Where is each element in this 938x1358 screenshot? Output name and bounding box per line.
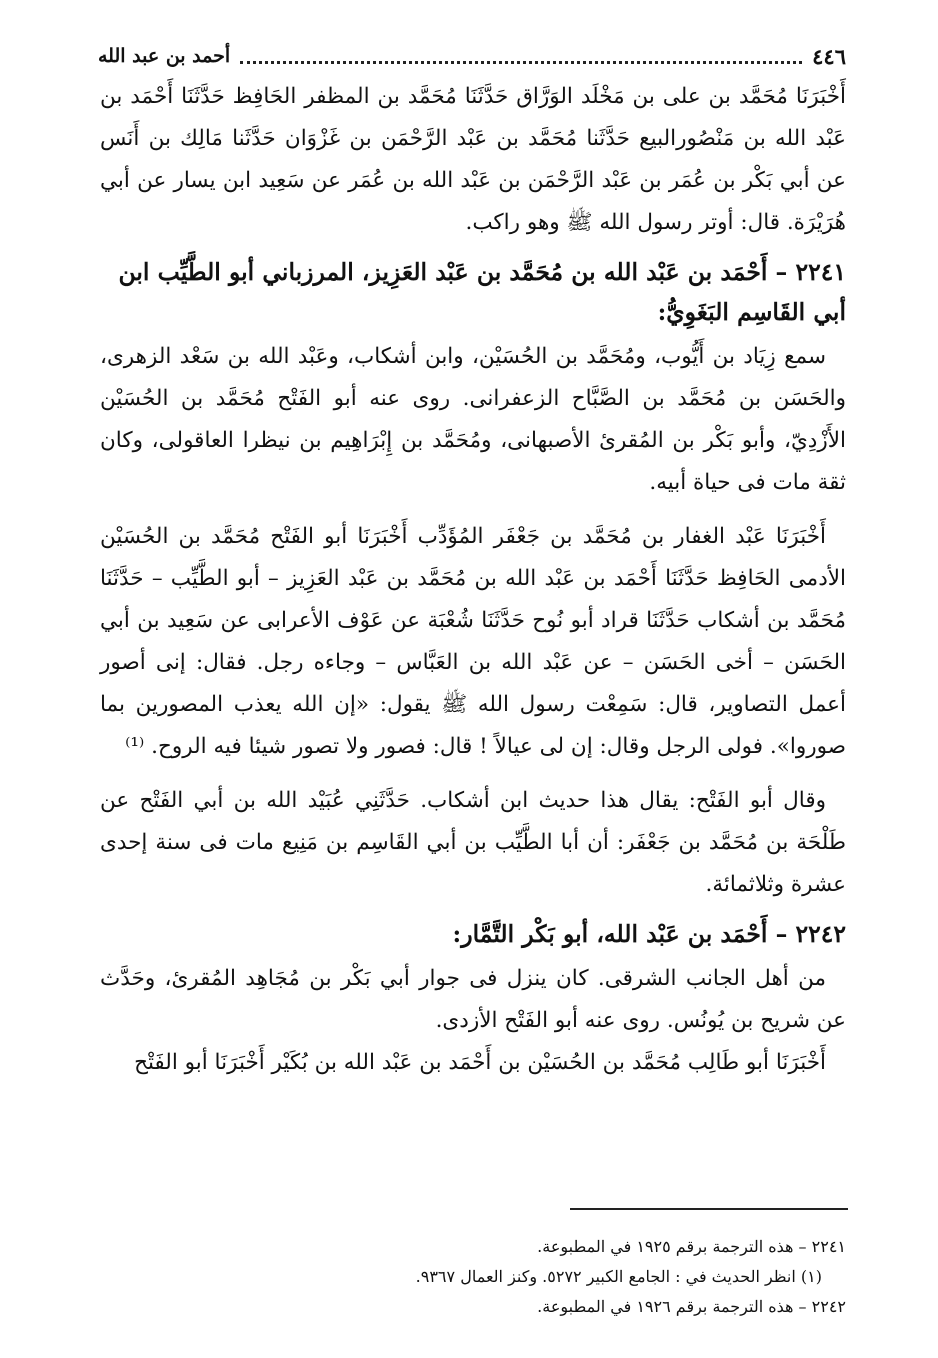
main-text	[100, 76, 846, 1084]
paragraph-biography-2242: من أهل الجانب الشرقى. كان ينزل فى جوار أبي بَكْر بن مُجَاهِد المُقرئ، وحَدَّث عن شريح بن يُونُس. روى عنه أبو الفَتْح الأزدى.	[100, 966, 846, 1033]
footnote-2241: ٢٢٤١ – هذه الترجمة برقم ١٩٢٥ في المطبوعة.	[537, 1237, 846, 1256]
page-header	[98, 38, 846, 74]
spacer	[100, 504, 846, 516]
footnote-2242: ٢٢٤٢ – هذه الترجمة برقم ١٩٢٦ في المطبوعة.	[537, 1297, 846, 1316]
paragraph-hadith-3: أَخْبَرَنَا أبو طَالِب مُحَمَّد بن الحُسَيْن بن أَحْمَد بن عَبْد الله بن بُكَيْر أَخْبَرَنَا أبو الفَتْح	[134, 1050, 826, 1075]
entry-heading-2241: ٢٢٤١ – أَحْمَد بن عَبْد الله بن مُحَمَّد بن عَبْد العَزِيز، المرزباني أبو الطَّيِّب ابن أبي القَاسِم البَغَوِيُّ:	[118, 258, 846, 326]
header-dotted-leader	[240, 49, 802, 64]
footnote-separator	[570, 1208, 848, 1210]
spacer	[100, 768, 846, 780]
paragraph-hadith-2: أَخْبَرَنَا عَبْد الغفار بن مُحَمَّد بن جَعْفَر المُؤَدِّب أَخْبَرَنَا أبو الفَتْح مُحَمَّد بن الحُسَيْن الأدمى الحَافِظ حَدَّثَنَا أَحْمَد بن عَبْد الله بن مُحَمَّد بن عَبْد العَزِيز – أبو الطَّيِّب – حَدَّثَنَا مُحَمَّد بن أشكاب حَدَّثَنَا قراد أبو نُوح حَدَّثَنَا شُعْبَة عن عَوْف الأعرابى عن سَعِيد بن أبي الحَسَن – أخى الحَسَن – عن عَبْد الله بن العَبَّاس – وجاءه رجل. فقال: إنى أصور أعمل التصاوير، قال: سَمِعْت رسول الله ﷺ يقول: «إن الله يعذب المصورين بما صوروا». فولى الرجل وقال: إن لى عيالاً ! قال: فصور ولا تصور شيئا فيه الروح. ⁽¹⁾	[100, 524, 846, 759]
paragraph-hadith-1: أَخْبَرَنَا مُحَمَّد بن على بن مَخْلَد الوَرَّاق حَدَّثَنَا مُحَمَّد بن المظفر الحَافِظ حَدَّثَنَا أَحْمَد بن عَبْد الله بن مَنْصُورالبيع حَدَّثَنا مُحَمَّد بن عَبْد الرَّحْمَن بن غَزْوَان حَدَّثَنا مَالِك بن أَنَس عن أبي بَكْر بن عُمَر بن عَبْد الرَّحْمَن بن عَبْد الله بن عُمَر عن سَعِيد ابن يسار عن أبي هُرَيْرَة. قال: أوتر رسول الله ﷺ وهو راكب.	[100, 84, 846, 235]
page-number: ٤٤٦	[812, 43, 846, 69]
running-title: أحمد بن عبد الله	[98, 45, 231, 67]
paragraph-note-abu-alfath: وقال أبو الفَتْح: يقال هذا حديث ابن أشكاب. حَدَّثَنِي عُبَيْد الله بن أبي الفَتْح عن طَلْحَة بن مُحَمَّد بن جَعْفَر: أن أبا الطَّيِّب بن أبي القَاسِم بن مَنِيع مات فى سنة إحدى عشرة وثلاثمائة.	[100, 788, 846, 897]
paragraph-biography-2241: سمع زِيَاد بن أَيُّوب، ومُحَمَّد بن الحُسَيْن، وابن أشكاب، وعَبْد الله بن سَعْد الزهرى، والحَسَن بن مُحَمَّد بن الصَّبَّاح الزعفرانى. روى عنه أبو الفَتْح مُحَمَّد بن الحُسَيْن الأَزْدِيّ، وأبو بَكْر بن المُقرئ الأصبهانى، ومُحَمَّد بن إِبْرَاهِيم بن نيظرا العاقولى، وكان ثقة مات فى حياة أبيه.	[100, 344, 846, 495]
entry-heading-2242: ٢٢٤٢ – أَحْمَد بن عَبْد الله، أبو بَكْر التَّمَّار:	[452, 920, 846, 948]
footnotes	[100, 1232, 846, 1322]
footnote-1: (١) انظر الحديث في : الجامع الكبير ٥٢٧٢. وكنز العمال ٩٣٦٧.	[415, 1267, 822, 1286]
